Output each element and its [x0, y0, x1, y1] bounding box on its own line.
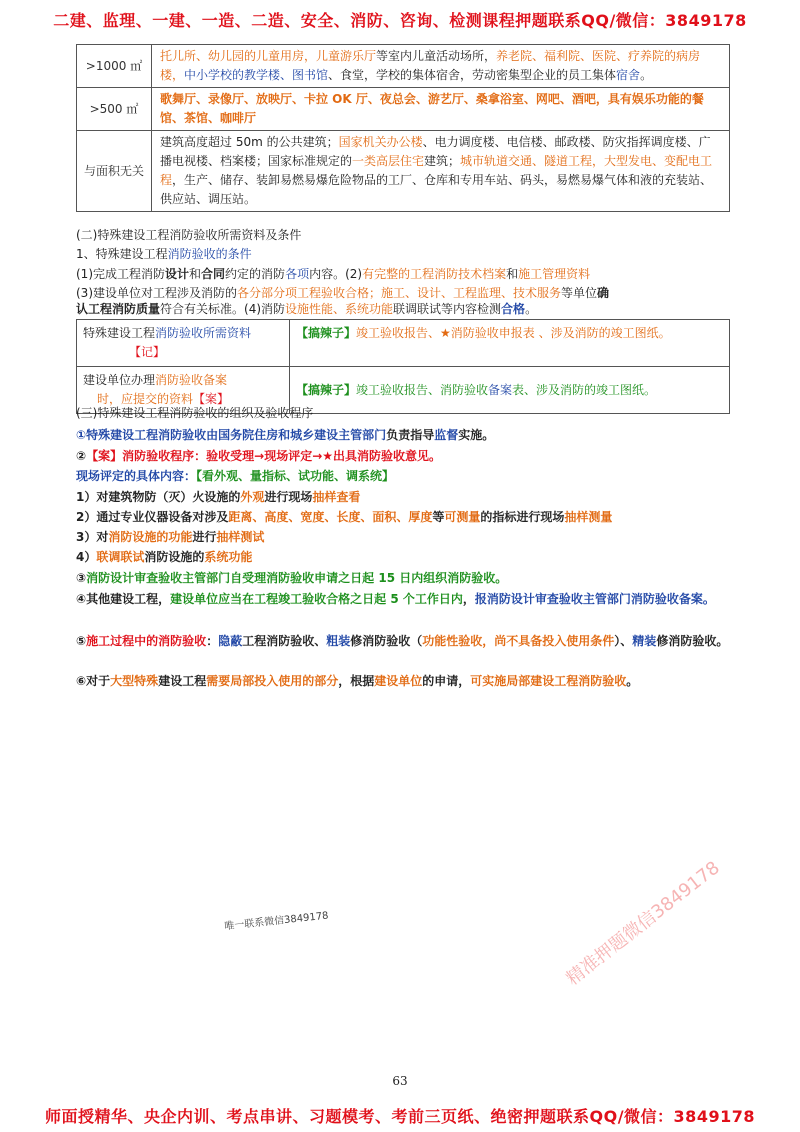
top-banner: 二建、监理、一建、一造、二造、安全、消防、咨询、检测课程押题联系QQ/微信：3849178 — [53, 11, 747, 30]
table-row — [77, 88, 730, 131]
para-7: 4）联调联试消防设施的系统功能 — [76, 550, 253, 564]
para-6: 3）对消防设施的功能进行抽样测试 — [76, 530, 265, 544]
area-value: 托儿所、幼儿园的儿童用房，儿童游乐厅等室内儿童活动场所，养老院、福利院、医院、疗养院的病房楼，中小学校的教学楼、图书馆、食堂，学校的集体宿舍，劳动密集型企业的员工集体宿舍。 — [152, 45, 730, 88]
area-value: 歌舞厅、录像厅、放映厅、卡拉 OK 厅、夜总会、游艺厅、桑拿浴室、网吧、酒吧，具有娱乐功能的餐馆、茶馆、咖啡厅 — [152, 88, 730, 131]
para-9: ④其他建设工程，建设单位应当在工程竣工验收合格之日起 5 个工作日内，报消防设计审查验收主管部门消防验收备案。 — [76, 592, 715, 606]
para-5: 2）通过专业仪器设备对涉及距离、高度、宽度、长度、面积、厚度等可测量的指标进行现场抽样测量 — [76, 510, 613, 524]
watermark-small: 唯一联系微信3849178 — [223, 910, 330, 933]
section2-heading: (二)特殊建设工程消防验收所需资料及条件 — [76, 228, 302, 242]
materials-value: 【搞辣子】竣工验收报告、★消防验收申报表 、涉及消防的竣工图纸。 — [290, 320, 730, 367]
condition-line-2: (3)建设单位对工程涉及消防的各分部分项工程验收合格；施工、设计、工程监理、技术服务等单位确 — [76, 286, 610, 300]
section2-subheading: 1、特殊建设工程消防验收的条件 — [76, 247, 252, 261]
area-value: 建筑高度超过 50m 的公共建筑；国家机关办公楼、电力调度楼、电信楼、邮政楼、防灾指挥调度楼、广播电视楼、档案楼；国家标准规定的一类高层住宅建筑；城市轨道交通、隧道工程，大型发电、变配电工程，生产、储存、装卸易燃易爆危险物品的工厂、仓库和专用车站、码头，易燃易爆气体和液的充装站、供应站、调压站。 — [152, 131, 730, 212]
condition-line-3: 认工程消防质量符合有关标准。(4)消防设施性能、系统功能联调联试等内容检测合格。 — [76, 302, 538, 316]
building-area-table — [76, 44, 730, 212]
area-key: 与面积无关 — [77, 131, 152, 212]
para-11: ⑥对于大型特殊建设工程需要局部投入使用的部分，根据建设单位的申请，可实施局部建设工程消防验收。 — [76, 674, 639, 688]
section3-heading: (三)特殊建设工程消防验收的组织及验收程序 — [76, 406, 314, 420]
para-2: ②【案】消防验收程序：验收受理→现场评定→★出具消防验收意见。 — [76, 449, 442, 463]
condition-line-1: (1)完成工程消防设计和合同约定的消防各项内容。(2)有完整的工程消防技术档案和施工管理资料 — [76, 267, 591, 281]
materials-key: 特殊建设工程消防验收所需资料 【记】 — [77, 320, 290, 367]
table-row — [77, 131, 730, 212]
para-3: 现场评定的具体内容：【看外观、量指标、试功能、调系统】 — [76, 469, 395, 483]
watermark-large: 精准押题微信3849178 — [562, 857, 724, 990]
table-row — [77, 45, 730, 88]
para-4: 1）对建筑物防（灭）火设施的外观进行现场抽样查看 — [76, 490, 361, 504]
para-8: ③消防设计审查验收主管部门自受理消防验收申请之日起 15 日内组织消防验收。 — [76, 571, 508, 585]
bottom-banner: 师面授精华、央企内训、考点串讲、习题模考、考前三页纸、绝密押题联系QQ/微信：3849178 — [45, 1107, 755, 1126]
materials-value: 【搞辣子】竣工验收报告、消防验收备案表、涉及消防的竣工图纸。 — [290, 367, 730, 414]
area-key: >1000 ㎡ — [77, 45, 152, 88]
para-10: ⑤施工过程中的消防验收：隐蔽工程消防验收、粗装修消防验收（功能性验收，尚不具备投入使用条件）、精装修消防验收。 — [76, 634, 729, 648]
materials-key: 建设单位办理消防验收备案 时，应提交的资料【案】 — [77, 367, 290, 414]
table-row — [77, 320, 730, 367]
area-key: >500 ㎡ — [77, 88, 152, 131]
acceptance-materials-table — [76, 319, 730, 414]
para-1: ①特殊建设工程消防验收由国务院住房和城乡建设主管部门负责指导监督实施。 — [76, 428, 495, 442]
page-number: 63 — [392, 1074, 408, 1088]
